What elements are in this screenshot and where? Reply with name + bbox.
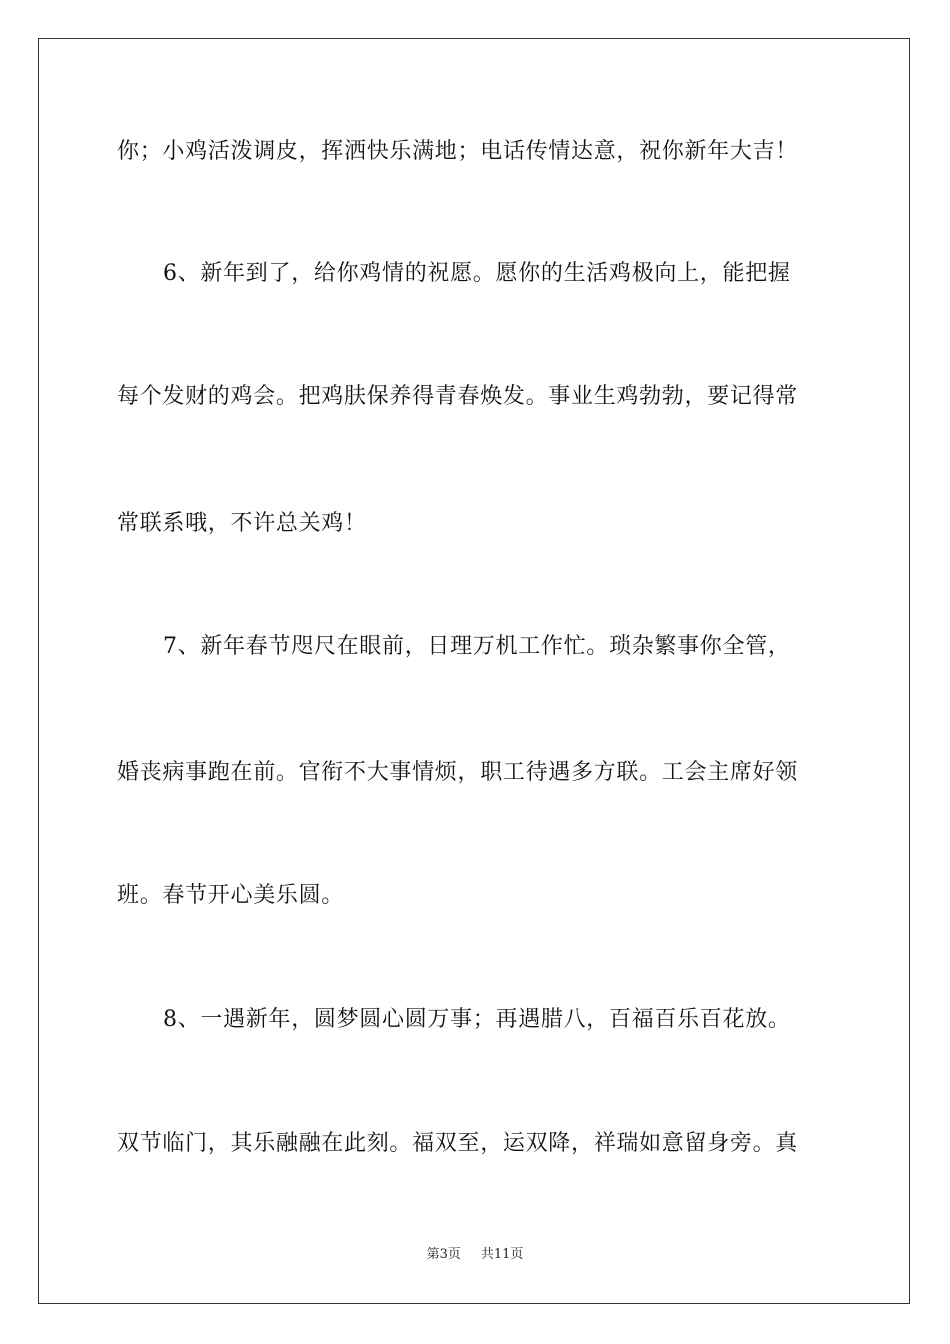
text-line-5: 7、新年春节咫尺在眼前，日理万机工作忙。琐杂繁事你全管， — [163, 634, 791, 659]
text-line-4: 常联系哦，不许总关鸡！ — [117, 511, 367, 536]
text-line-2: 6、新年到了，给你鸡情的祝愿。愿你的生活鸡极向上，能把握 — [163, 261, 791, 286]
page-footer — [0, 1246, 950, 1264]
text-line-7: 班。春节开心美乐圆。 — [117, 883, 345, 908]
page-number-current: 第3页 — [426, 1247, 461, 1262]
text-line-9: 双节临门，其乐融融在此刻。福双至，运双降，祥瑞如意留身旁。真 — [117, 1131, 799, 1156]
text-line-8: 8、一遇新年，圆梦圆心圆万事；再遇腊八，百福百乐百花放。 — [163, 1007, 791, 1032]
text-line-1: 你；小鸡活泼调皮，挥洒快乐满地；电话传情达意，祝你新年大吉！ — [117, 139, 799, 164]
text-line-6: 婚丧病事跑在前。官衔不大事情烦，职工待遇多方联。工会主席好领 — [117, 760, 799, 785]
page-border — [38, 38, 910, 1304]
text-line-3: 每个发财的鸡会。把鸡肤保养得青春焕发。事业生鸡勃勃，要记得常 — [117, 384, 799, 409]
page-number-total: 共11页 — [480, 1247, 524, 1262]
